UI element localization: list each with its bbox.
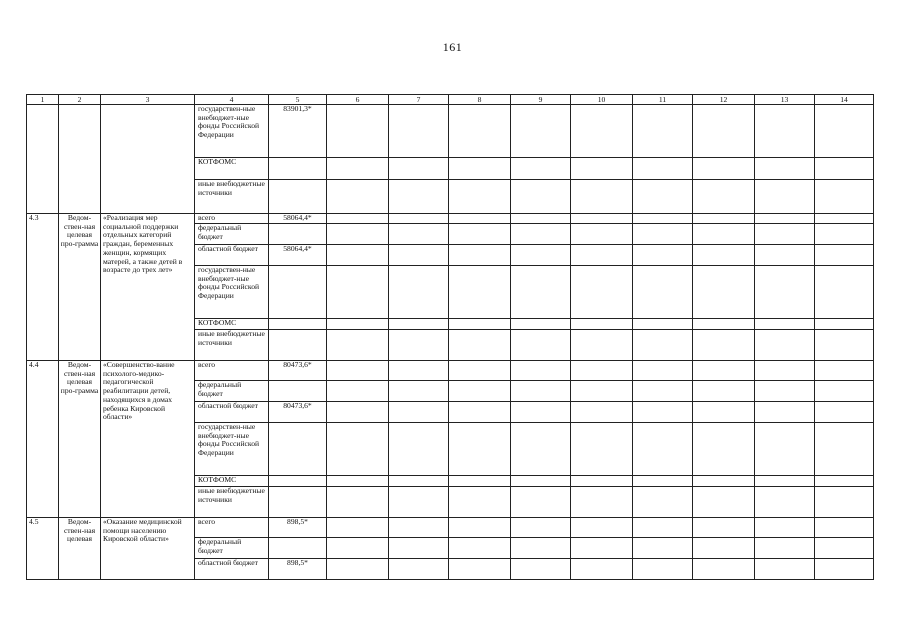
funding-value [269, 476, 327, 487]
cell-col-6 [327, 423, 389, 476]
cell-col-13 [755, 559, 815, 580]
cell-col-13 [755, 402, 815, 423]
column-header-14: 14 [815, 95, 874, 105]
program-name: «Реализация мер социальной поддержки отдельных категорий граждан, беременных женщин, кормящих матерей, а также детей в возрасте до трех лет» [101, 214, 195, 361]
funding-source: государствен-ные внебюджет-ные фонды Российской Федерации [195, 266, 269, 319]
cell-col-11 [633, 319, 693, 330]
cell-col-7 [389, 245, 449, 266]
cell-col-6 [327, 224, 389, 245]
cell-col-11 [633, 214, 693, 224]
row-number [27, 105, 59, 214]
table-row [27, 361, 874, 381]
cell-col-7 [389, 402, 449, 423]
cell-col-9 [511, 158, 571, 180]
cell-col-6 [327, 105, 389, 158]
cell-col-9 [511, 361, 571, 381]
cell-col-12 [693, 538, 755, 559]
cell-col-6 [327, 214, 389, 224]
cell-col-11 [633, 423, 693, 476]
page-number: 161 [442, 40, 463, 54]
cell-col-7 [389, 518, 449, 538]
cell-col-7 [389, 180, 449, 214]
funding-source: областной бюджет [195, 402, 269, 423]
cell-col-12 [693, 158, 755, 180]
funding-source: иные внебюджетные источники [195, 330, 269, 361]
column-header-7: 7 [389, 95, 449, 105]
cell-col-9 [511, 381, 571, 402]
cell-col-7 [389, 476, 449, 487]
cell-col-7 [389, 105, 449, 158]
table-row [27, 214, 874, 224]
cell-col-13 [755, 266, 815, 319]
cell-col-13 [755, 487, 815, 518]
table-row [27, 518, 874, 538]
funding-source: иные внебюджетные источники [195, 487, 269, 518]
funding-value [269, 538, 327, 559]
cell-col-10 [571, 105, 633, 158]
column-header-11: 11 [633, 95, 693, 105]
cell-col-14 [815, 158, 874, 180]
cell-col-14 [815, 245, 874, 266]
funding-source: всего [195, 361, 269, 381]
column-header-1: 1 [27, 95, 59, 105]
funding-source: областной бюджет [195, 245, 269, 266]
cell-col-10 [571, 423, 633, 476]
cell-col-9 [511, 402, 571, 423]
cell-col-10 [571, 559, 633, 580]
cell-col-11 [633, 559, 693, 580]
cell-col-12 [693, 476, 755, 487]
funding-value [269, 266, 327, 319]
cell-col-14 [815, 330, 874, 361]
table-body [27, 105, 874, 580]
cell-col-13 [755, 158, 815, 180]
cell-col-13 [755, 538, 815, 559]
funding-value [269, 487, 327, 518]
cell-col-10 [571, 266, 633, 319]
cell-col-8 [449, 518, 511, 538]
column-header-10: 10 [571, 95, 633, 105]
cell-col-9 [511, 105, 571, 158]
cell-col-6 [327, 487, 389, 518]
cell-col-8 [449, 487, 511, 518]
cell-col-9 [511, 180, 571, 214]
cell-col-12 [693, 381, 755, 402]
table-row [27, 105, 874, 158]
cell-col-9 [511, 476, 571, 487]
cell-col-13 [755, 105, 815, 158]
cell-col-12 [693, 245, 755, 266]
funding-value: 83901,3* [269, 105, 327, 158]
cell-col-11 [633, 245, 693, 266]
cell-col-12 [693, 319, 755, 330]
cell-col-13 [755, 423, 815, 476]
funding-source: федеральный бюджет [195, 224, 269, 245]
cell-col-6 [327, 330, 389, 361]
cell-col-8 [449, 180, 511, 214]
cell-col-7 [389, 158, 449, 180]
funding-source: федеральный бюджет [195, 381, 269, 402]
cell-col-10 [571, 538, 633, 559]
column-header-12: 12 [693, 95, 755, 105]
cell-col-11 [633, 330, 693, 361]
cell-col-6 [327, 180, 389, 214]
cell-col-6 [327, 402, 389, 423]
cell-col-9 [511, 245, 571, 266]
cell-col-10 [571, 330, 633, 361]
cell-col-11 [633, 105, 693, 158]
cell-col-6 [327, 518, 389, 538]
cell-col-9 [511, 559, 571, 580]
cell-col-8 [449, 266, 511, 319]
funding-value: 898,5* [269, 559, 327, 580]
funding-source: КОТФОМС [195, 319, 269, 330]
cell-col-10 [571, 402, 633, 423]
program-name: «Оказание медицинской помощи населению Кировской области» [101, 518, 195, 580]
cell-col-6 [327, 158, 389, 180]
cell-col-7 [389, 487, 449, 518]
cell-col-10 [571, 224, 633, 245]
cell-col-6 [327, 319, 389, 330]
program-name: «Совершенство-вание психолого-медико-педагогической реабилитации детей, находящихся в домах ребенка Кировской области» [101, 361, 195, 518]
row-number: 4.3 [27, 214, 59, 361]
column-header-9: 9 [511, 95, 571, 105]
cell-col-12 [693, 224, 755, 245]
funding-source: КОТФОМС [195, 476, 269, 487]
cell-col-11 [633, 402, 693, 423]
cell-col-11 [633, 381, 693, 402]
cell-col-8 [449, 381, 511, 402]
cell-col-10 [571, 518, 633, 538]
cell-col-10 [571, 214, 633, 224]
cell-col-7 [389, 559, 449, 580]
cell-col-14 [815, 381, 874, 402]
cell-col-7 [389, 423, 449, 476]
cell-col-12 [693, 214, 755, 224]
cell-col-6 [327, 476, 389, 487]
program-type: Ведом-ствен-ная целевая [59, 518, 101, 580]
cell-col-8 [449, 319, 511, 330]
funding-source: всего [195, 518, 269, 538]
cell-col-8 [449, 224, 511, 245]
cell-col-7 [389, 538, 449, 559]
cell-col-10 [571, 361, 633, 381]
funding-value [269, 180, 327, 214]
cell-col-13 [755, 330, 815, 361]
cell-col-11 [633, 518, 693, 538]
cell-col-14 [815, 518, 874, 538]
column-header-13: 13 [755, 95, 815, 105]
cell-col-12 [693, 266, 755, 319]
cell-col-12 [693, 487, 755, 518]
cell-col-10 [571, 487, 633, 518]
funding-value [269, 319, 327, 330]
funding-value: 80473,6* [269, 361, 327, 381]
cell-col-7 [389, 224, 449, 245]
cell-col-14 [815, 538, 874, 559]
cell-col-12 [693, 423, 755, 476]
cell-col-11 [633, 158, 693, 180]
cell-col-14 [815, 266, 874, 319]
cell-col-6 [327, 245, 389, 266]
funding-source: КОТФОМС [195, 158, 269, 180]
funding-source: иные внебюджетные источники [195, 180, 269, 214]
cell-col-13 [755, 381, 815, 402]
funding-value [269, 224, 327, 245]
funding-source: областной бюджет [195, 559, 269, 580]
cell-col-8 [449, 361, 511, 381]
program-type: Ведом-ствен-ная целевая про-грамма [59, 361, 101, 518]
cell-col-8 [449, 538, 511, 559]
cell-col-9 [511, 518, 571, 538]
column-header-2: 2 [59, 95, 101, 105]
cell-col-6 [327, 381, 389, 402]
cell-col-8 [449, 245, 511, 266]
cell-col-12 [693, 330, 755, 361]
funding-value: 58064,4* [269, 245, 327, 266]
cell-col-9 [511, 423, 571, 476]
cell-col-12 [693, 402, 755, 423]
cell-col-14 [815, 402, 874, 423]
cell-col-11 [633, 538, 693, 559]
cell-col-14 [815, 559, 874, 580]
cell-col-10 [571, 476, 633, 487]
cell-col-14 [815, 476, 874, 487]
cell-col-13 [755, 319, 815, 330]
program-name [101, 105, 195, 214]
cell-col-13 [755, 214, 815, 224]
funding-source: государствен-ные внебюджет-ные фонды Российской Федерации [195, 423, 269, 476]
cell-col-13 [755, 224, 815, 245]
funding-value: 58064,4* [269, 214, 327, 224]
cell-col-13 [755, 361, 815, 381]
funding-source: федеральный бюджет [195, 538, 269, 559]
cell-col-12 [693, 559, 755, 580]
cell-col-11 [633, 361, 693, 381]
cell-col-14 [815, 487, 874, 518]
cell-col-10 [571, 180, 633, 214]
funding-value [269, 423, 327, 476]
program-type [59, 105, 101, 214]
cell-col-8 [449, 214, 511, 224]
cell-col-14 [815, 214, 874, 224]
cell-col-10 [571, 381, 633, 402]
funding-value [269, 158, 327, 180]
column-header-4: 4 [195, 95, 269, 105]
cell-col-8 [449, 559, 511, 580]
cell-col-7 [389, 266, 449, 319]
cell-col-6 [327, 559, 389, 580]
cell-col-8 [449, 330, 511, 361]
cell-col-7 [389, 330, 449, 361]
cell-col-9 [511, 224, 571, 245]
cell-col-13 [755, 476, 815, 487]
cell-col-14 [815, 105, 874, 158]
cell-col-11 [633, 266, 693, 319]
cell-col-7 [389, 361, 449, 381]
cell-col-11 [633, 487, 693, 518]
cell-col-10 [571, 245, 633, 266]
cell-col-6 [327, 266, 389, 319]
cell-col-9 [511, 330, 571, 361]
cell-col-12 [693, 361, 755, 381]
cell-col-8 [449, 105, 511, 158]
cell-col-8 [449, 158, 511, 180]
cell-col-8 [449, 476, 511, 487]
budget-table [26, 94, 874, 580]
cell-col-14 [815, 224, 874, 245]
cell-col-14 [815, 319, 874, 330]
column-header-5: 5 [269, 95, 327, 105]
cell-col-11 [633, 180, 693, 214]
cell-col-9 [511, 319, 571, 330]
cell-col-12 [693, 180, 755, 214]
cell-col-14 [815, 423, 874, 476]
cell-col-9 [511, 538, 571, 559]
cell-col-9 [511, 266, 571, 319]
funding-source: государствен-ные внебюджет-ные фонды Российской Федерации [195, 105, 269, 158]
cell-col-14 [815, 361, 874, 381]
cell-col-14 [815, 180, 874, 214]
cell-col-9 [511, 487, 571, 518]
column-header-8: 8 [449, 95, 511, 105]
funding-source: всего [195, 214, 269, 224]
funding-value [269, 330, 327, 361]
cell-col-10 [571, 158, 633, 180]
cell-col-10 [571, 319, 633, 330]
cell-col-13 [755, 518, 815, 538]
cell-col-9 [511, 214, 571, 224]
row-number: 4.4 [27, 361, 59, 518]
cell-col-8 [449, 402, 511, 423]
funding-value: 80473,6* [269, 402, 327, 423]
cell-col-6 [327, 538, 389, 559]
cell-col-7 [389, 214, 449, 224]
cell-col-13 [755, 180, 815, 214]
funding-value [269, 381, 327, 402]
table-header-row [27, 95, 874, 105]
cell-col-7 [389, 381, 449, 402]
cell-col-12 [693, 518, 755, 538]
program-type: Ведом-ствен-ная целевая про-грамма [59, 214, 101, 361]
cell-col-7 [389, 319, 449, 330]
cell-col-6 [327, 361, 389, 381]
column-header-6: 6 [327, 95, 389, 105]
funding-value: 898,5* [269, 518, 327, 538]
cell-col-11 [633, 476, 693, 487]
cell-col-13 [755, 245, 815, 266]
column-header-3: 3 [101, 95, 195, 105]
cell-col-8 [449, 423, 511, 476]
cell-col-11 [633, 224, 693, 245]
cell-col-12 [693, 105, 755, 158]
row-number: 4.5 [27, 518, 59, 580]
